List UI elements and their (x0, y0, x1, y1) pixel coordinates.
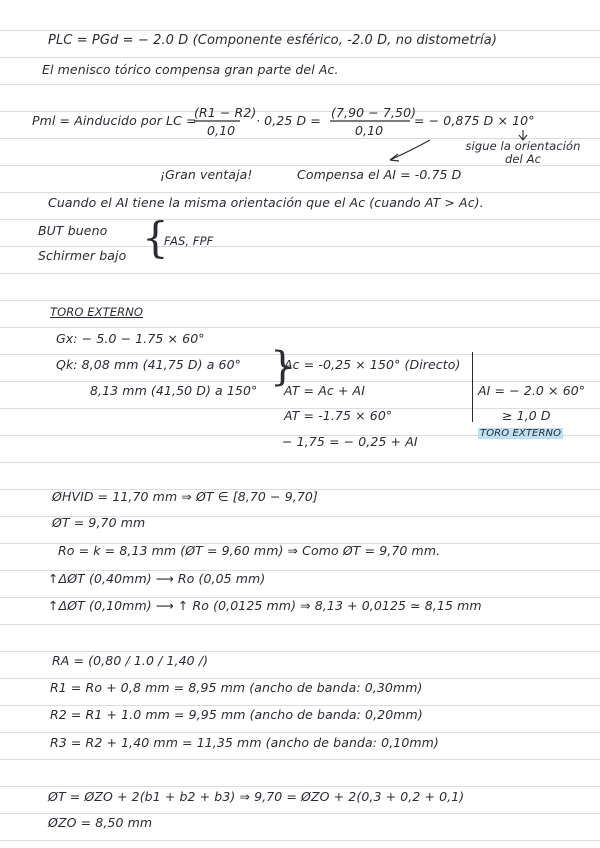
line-r1: R1 = Ro + 0,8 mm = 8,95 mm (ancho de banda: 0,30mm) (50, 680, 423, 695)
line-delta-1: ↑ΔØT (0,40mm) ⟶ Ro (0,05 mm) (48, 571, 266, 586)
toro-externo-highlight: TORO EXTERNO (480, 428, 562, 439)
line-ai-eq: − 1,75 = − 0,25 + AI (282, 434, 418, 449)
line-fas: FAS, FPF (164, 234, 214, 248)
line-ac: Ac = -0,25 × 150° (Directo) (284, 357, 461, 372)
line-but: BUT bueno (38, 223, 108, 238)
line-cuando: Cuando el AI tiene la misma orientación que el Ac (cuando AT > Ac). (48, 195, 484, 210)
fraction-1-numerator: (R1 − R2) (194, 105, 257, 120)
note-orientacion: sigue la orientación del Ac (465, 139, 581, 166)
line-pml-result: = − 0,875 D × 10° (414, 113, 535, 128)
line-hvid: ØHVID = 11,70 mm ⇒ ØT ∈ [8,70 − 9,70] (52, 489, 318, 504)
brace-1: { (142, 213, 169, 262)
line-menisco: El menisco tórico compensa gran parte del Ac. (42, 62, 339, 77)
line-ai-threshold: ≥ 1,0 D (502, 408, 551, 423)
line-at-value: AT = -1.75 × 60° (284, 408, 393, 423)
line-qk-1: Qk: 8,08 mm (41,75 D) a 60° (56, 357, 241, 372)
line-at-sum: AT = Ac + AI (284, 383, 365, 398)
line-ozo: ØZO = 8,50 mm (48, 815, 153, 830)
line-ot-sum: ØT = ØZO + 2(b1 + b2 + b3) ⇒ 9,70 = ØZO + 2(0,3 + 0,2 + 0,1) (48, 789, 465, 804)
line-ot: ØT = 9,70 mm (52, 515, 146, 530)
line-r2: R2 = R1 + 1.0 mm = 9,95 mm (ancho de banda: 0,20mm) (50, 707, 423, 722)
fraction-1-denominator: 0,10 (207, 123, 236, 138)
line-qk-2: 8,13 mm (41,50 D) a 150° (90, 383, 258, 398)
brace-2: } (270, 344, 296, 390)
heading-toro-externo: TORO EXTERNO (50, 305, 144, 319)
line-pml-label: Pml = Ainducido por LC = (32, 113, 197, 128)
line-delta-2: ↑ΔØT (0,10mm) ⟶ ↑ Ro (0,0125 mm) ⇒ 8,13 + 0,0125 ≃ 8,15 mm (48, 598, 482, 613)
line-ro: Ro = k = 8,13 mm (ØT = 9,60 mm) ⇒ Como ØT = 9,70 mm. (58, 543, 441, 558)
line-gx: Gx: − 5.0 − 1.75 × 60° (56, 331, 205, 346)
line-plc: PLC = PGd = − 2.0 D (Componente esférico, -2.0 D, no distometría) (48, 33, 497, 48)
line-pml-mid: · 0,25 D = (256, 113, 321, 128)
line-r3: R3 = R2 + 1,40 mm = 11,35 mm (ancho de banda: 0,10mm) (50, 735, 439, 750)
line-ventaja: ¡Gran ventaja! (160, 167, 253, 182)
line-compensa: Compensa el AI = -0.75 D (297, 167, 462, 182)
fraction-2-denominator: 0,10 (355, 123, 384, 138)
fraction-2-numerator: (7,90 − 7,50) (331, 105, 417, 120)
line-ra: RA = (0,80 / 1.0 / 1,40 /) (52, 653, 209, 668)
line-schirmer: Schirmer bajo (38, 248, 127, 263)
line-ai-result: AI = − 2.0 × 60° (478, 383, 586, 398)
